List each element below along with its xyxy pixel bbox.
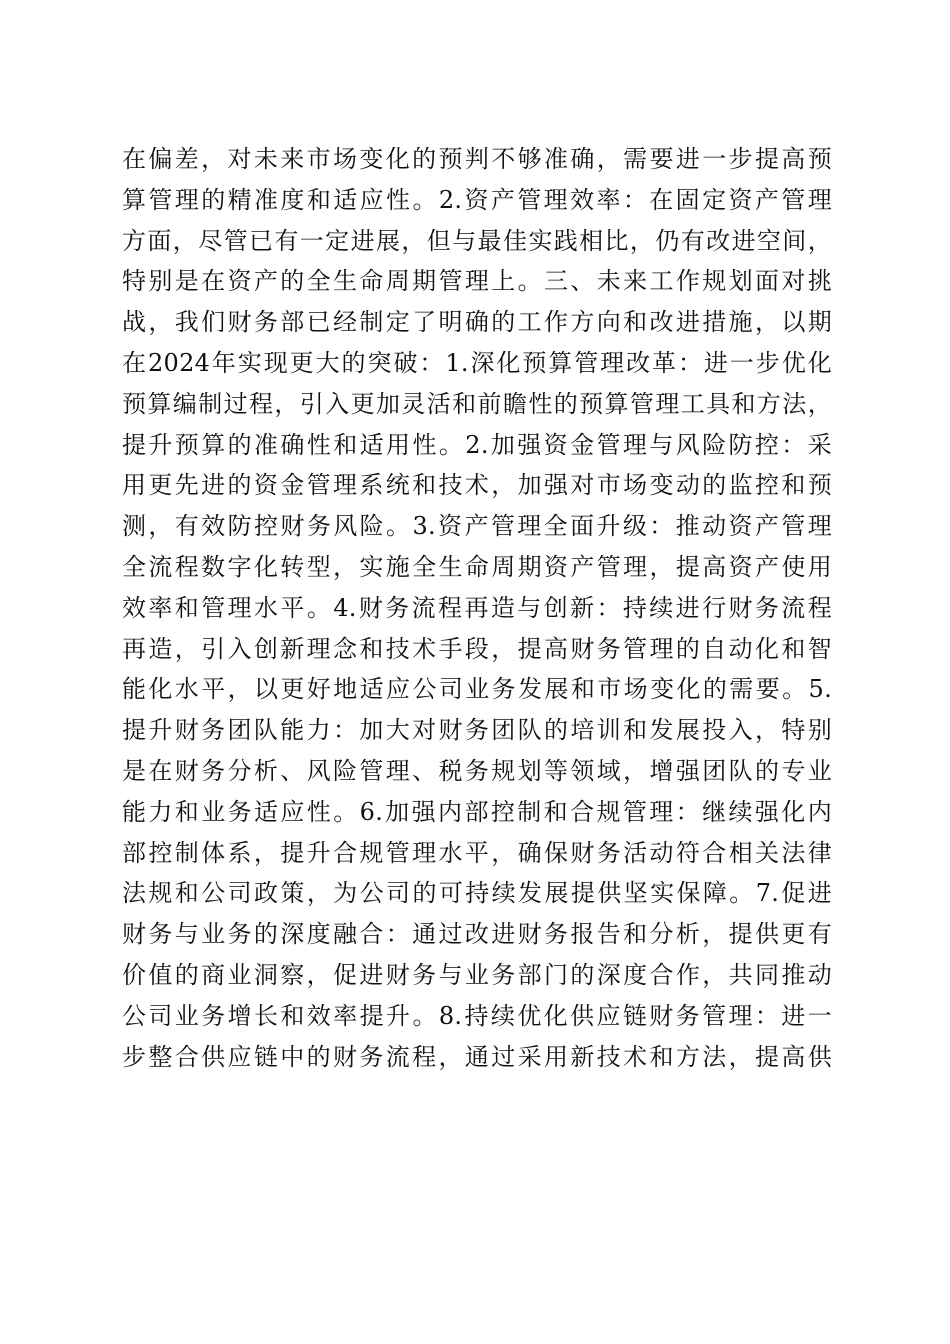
text-line: 价值的商业洞察，促进财务与业务部门的深度合作，共同推动 [122, 960, 832, 989]
text-line: 方面，尽管已有一定进展，但与最佳实践相比，仍有改进空间， [122, 226, 832, 255]
text-line: 部控制体系，提升合规管理水平，确保财务活动符合相关法律 [122, 838, 832, 867]
text-line: 再造，引入创新理念和技术手段，提高财务管理的自动化和智 [122, 634, 832, 663]
text-line: 在偏差，对未来市场变化的预判不够准确，需要进一步提高预 [122, 145, 832, 173]
text-line: 公司业务增长和效率提升。8.持续优化供应链财务管理：进一 [122, 1001, 832, 1030]
body-text [122, 139, 832, 1077]
text-line: 法规和公司政策，为公司的可持续发展提供坚实保障。7.促进 [122, 879, 832, 908]
text-line: 步整合供应链中的财务流程，通过采用新技术和方法，提高供 [122, 1042, 832, 1071]
text-line: 提升财务团队能力：加大对财务团队的培训和发展投入，特别 [122, 716, 832, 745]
text-line: 财务与业务的深度融合：通过改进财务报告和分析，提供更有 [122, 920, 832, 949]
text-line: 在2024年实现更大的突破：1.深化预算管理改革：进一步优化 [122, 348, 832, 377]
text-line: 是在财务分析、风险管理、税务规划等领域，增强团队的专业 [122, 756, 832, 785]
text-line: 战，我们财务部已经制定了明确的工作方向和改进措施，以期 [122, 308, 832, 337]
text-line: 能力和业务适应性。6.加强内部控制和合规管理：继续强化内 [122, 797, 832, 826]
text-line: 能化水平，以更好地适应公司业务发展和市场变化的需要。5. [122, 675, 832, 704]
text-line: 算管理的精准度和适应性。2.资产管理效率：在固定资产管理 [122, 185, 832, 214]
text-line: 用更先进的资金管理系统和技术，加强对市场变动的监控和预 [122, 471, 832, 500]
text-line: 特别是在资产的全生命周期管理上。三、未来工作规划面对挑 [122, 267, 832, 296]
text-line: 提升预算的准确性和适用性。2.加强资金管理与风险防控：采 [122, 430, 832, 459]
text-line: 全流程数字化转型，实施全生命周期资产管理，提高资产使用 [122, 552, 832, 581]
text-line: 测，有效防控财务风险。3.资产管理全面升级：推动资产管理 [122, 512, 832, 541]
text-line: 预算编制过程，引入更加灵活和前瞻性的预算管理工具和方法， [122, 389, 832, 418]
text-line: 效率和管理水平。4.财务流程再造与创新：持续进行财务流程 [122, 593, 832, 622]
